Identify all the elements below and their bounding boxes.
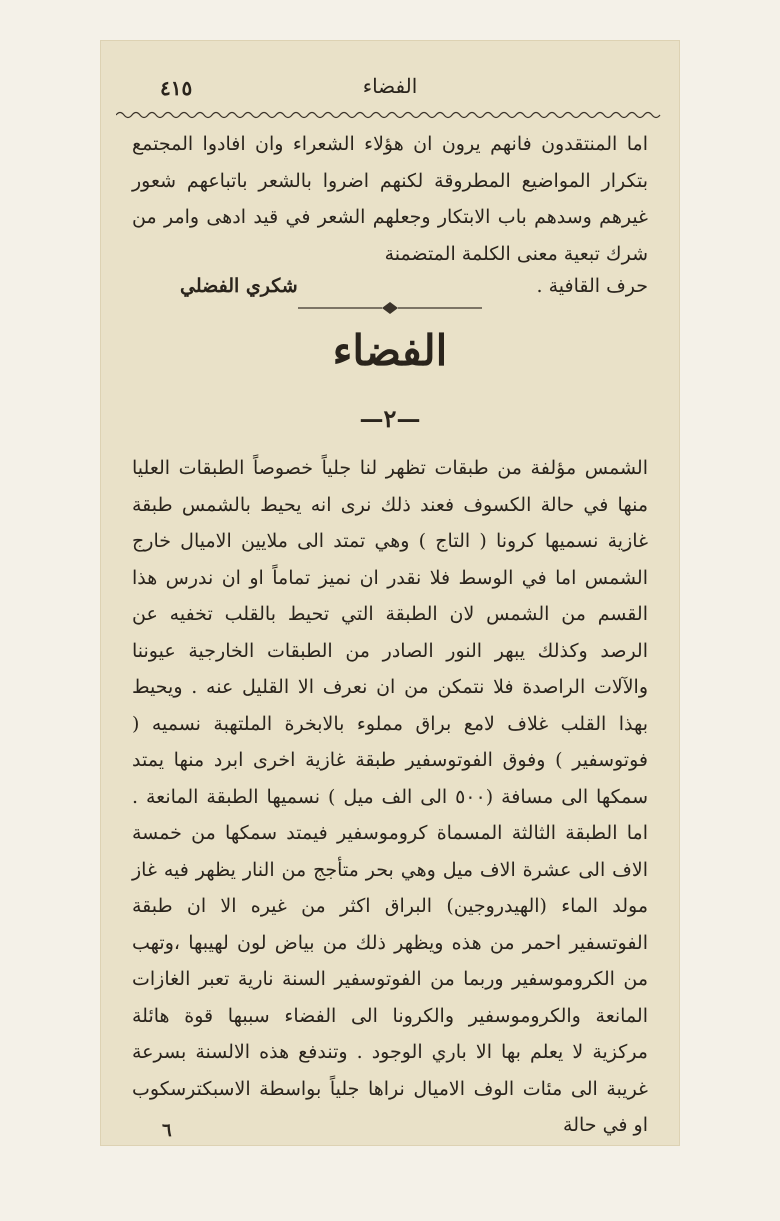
final-line: حرف القافية .	[536, 275, 648, 297]
wavy-divider	[116, 110, 664, 120]
part-number: —٢—	[359, 404, 421, 433]
running-title: الفضاء	[362, 74, 418, 98]
author-name: شكري الفضلي	[180, 275, 298, 297]
page-header	[120, 70, 660, 104]
section-ornament	[100, 298, 680, 318]
article-body: الشمس مؤلفة من طبقات تظهر لنا جلياً خصوصاً الطبقات العليا منها في حالة الكسوف فعند ذلك نرى انه يحيط بالشمس طبقة غازية نسميها كرونا ( التاج ) وهي تمتد الى ملايين الاميال خارج الشمس اما في الوسط فلا نقدر ان نميز تماماً او ان ندرس هذا القسم من الشمس لان الطبقة التي تحيط بالقلب تخفيه عن الرصد وكذلك يبهر النور الصادر من الطبقات الخارجية عيوننا والآلات الراصدة فلا نتمكن من ان نعرف الا القليل عنه . ويحيط بهذا القلب غلاف لامع براق مملوء بالابخرة الملتهبة نسميه ( فوتوسفير ) وفوق الفوتوسفير طبقة غازية اخرى ابرد منها يمتد سمكها الى مسافة (٥٠٠ الى الف ميل ) نسميها الطبقة المانعة . اما الطبقة الثالثة المسماة كروموسفير فيمتد سمكها من خمسة الاف الى عشرة الاف ميل وهي بحر متأجج من النار يظهر فيه غاز مولد الماء (الهيدروجين) البراق اكثر من غيره الا ان طبقة الفوتسفير احمر من هذه ويظهر ذلك من بياض لون لهيبها ،وتهب من الكروموسفير وربما من الفوتوسفير السنة نارية تعبر الغازات المانعة والكروموسفير والكرونا الى الفضاء سببها قوة هائلة مركزية لا يعلم بها الا باري الوجود . وتندفع هذه الالسنة بسرعة غريبة الى مئات الوف الاميال نراها جلياً بواسطة الاسبكترسكوب او في حالة	[132, 457, 648, 1136]
page-number: ٤١٥	[160, 76, 193, 100]
previous-article-text: اما المنتقدون فانهم يرون ان هؤلاء الشعراء وان افادوا المجتمع بتكرار المواضيع المطروقة لكنهم اضروا بالشعر باتباعهم شعور غيرهم وسدهم باب الابتكار وجعلهم الشعر في قيد ادهى وامر من شرك تبعية معنى الكلمة المتضمنة	[132, 133, 648, 265]
article-title: الفضاء	[332, 326, 448, 375]
signature-mark: ٦	[162, 1120, 172, 1141]
book-page	[100, 40, 680, 1146]
